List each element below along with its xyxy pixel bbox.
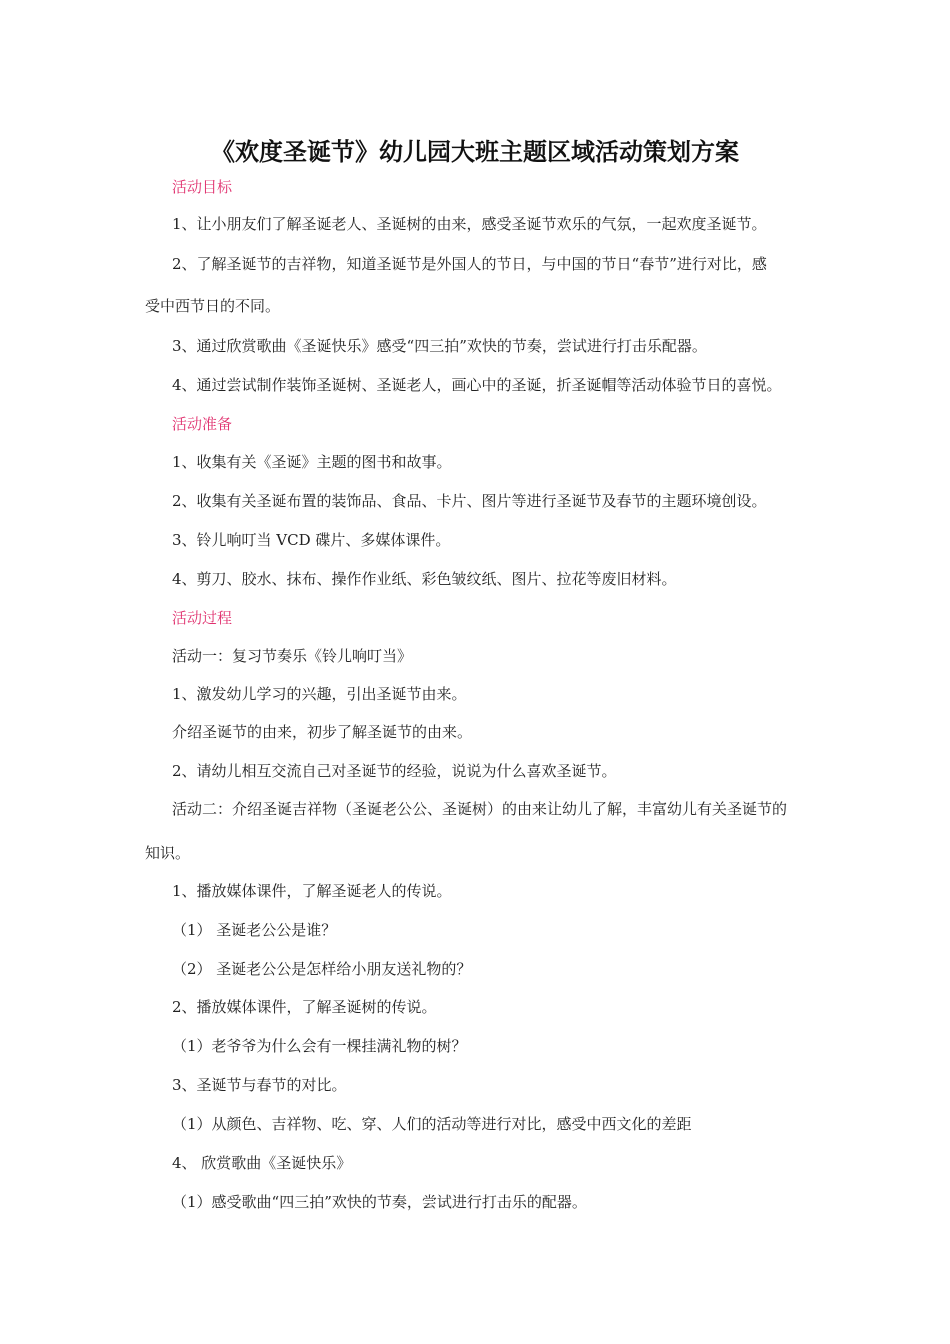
- paragraph-line: （1）感受歌曲“四三拍”欢快的节奏，尝试进行打击乐的配器。: [172, 1193, 587, 1211]
- section-heading-goals: 活动目标: [172, 178, 233, 196]
- paragraph-line: 4、通过尝试制作装饰圣诞树、圣诞老人，画心中的圣诞，折圣诞帽等活动体验节日的喜悦。: [172, 376, 782, 394]
- paragraph-line: 3、铃儿响叮当 VCD 碟片、多媒体课件。: [172, 531, 451, 549]
- document-title: 《欢度圣诞节》幼儿园大班主题区域活动策划方案: [211, 138, 739, 166]
- paragraph-line: （1） 圣诞老公公是谁？: [172, 921, 337, 939]
- section-heading-preparation: 活动准备: [172, 415, 233, 433]
- paragraph-line: 1、激发幼儿学习的兴趣，引出圣诞节由来。: [172, 685, 467, 703]
- paragraph-line: 知识。: [145, 844, 191, 862]
- paragraph-line: 4、剪刀、胶水、抹布、操作作业纸、彩色皱纹纸、图片、拉花等废旧材料。: [172, 570, 677, 588]
- paragraph-line: 活动二：介绍圣诞吉祥物（圣诞老公公、圣诞树）的由来让幼儿了解，丰富幼儿有关圣诞节的: [172, 800, 788, 818]
- paragraph-line: 受中西节日的不同。: [145, 297, 281, 315]
- paragraph-line: 2、播放媒体课件，了解圣诞树的传说。: [172, 998, 437, 1016]
- paragraph-line: （2） 圣诞老公公是怎样给小朋友送礼物的？: [172, 960, 472, 978]
- paragraph-line: 活动一：复习节奏乐《铃儿响叮当》: [172, 647, 413, 665]
- paragraph-line: 2、收集有关圣诞布置的装饰品、食品、卡片、图片等进行圣诞节及春节的主题环境创设。: [172, 492, 767, 510]
- paragraph-line: （1）老爷爷为什么会有一棵挂满礼物的树？: [172, 1037, 467, 1055]
- paragraph-line: 4、 欣赏歌曲《圣诞快乐》: [172, 1154, 352, 1172]
- paragraph-line: 3、圣诞节与春节的对比。: [172, 1076, 347, 1094]
- paragraph-line: 3、通过欣赏歌曲《圣诞快乐》感受“四三拍”欢快的节奏，尝试进行打击乐配器。: [172, 337, 707, 355]
- paragraph-line: 2、了解圣诞节的吉祥物，知道圣诞节是外国人的节日，与中国的节日“春节”进行对比，感: [172, 255, 767, 273]
- paragraph-line: 1、播放媒体课件，了解圣诞老人的传说。: [172, 882, 452, 900]
- paragraph-line: 2、请幼儿相互交流自己对圣诞节的经验，说说为什么喜欢圣诞节。: [172, 762, 617, 780]
- paragraph-line: 1、让小朋友们了解圣诞老人、圣诞树的由来，感受圣诞节欢乐的气氛，一起欢度圣诞节。: [172, 215, 767, 233]
- section-heading-process: 活动过程: [172, 609, 233, 627]
- paragraph-line: 介绍圣诞节的由来，初步了解圣诞节的由来。: [172, 723, 473, 741]
- paragraph-line: 1、收集有关《圣诞》主题的图书和故事。: [172, 453, 452, 471]
- paragraph-line: （1）从颜色、吉祥物、吃、穿、人们的活动等进行对比，感受中西文化的差距: [172, 1115, 692, 1133]
